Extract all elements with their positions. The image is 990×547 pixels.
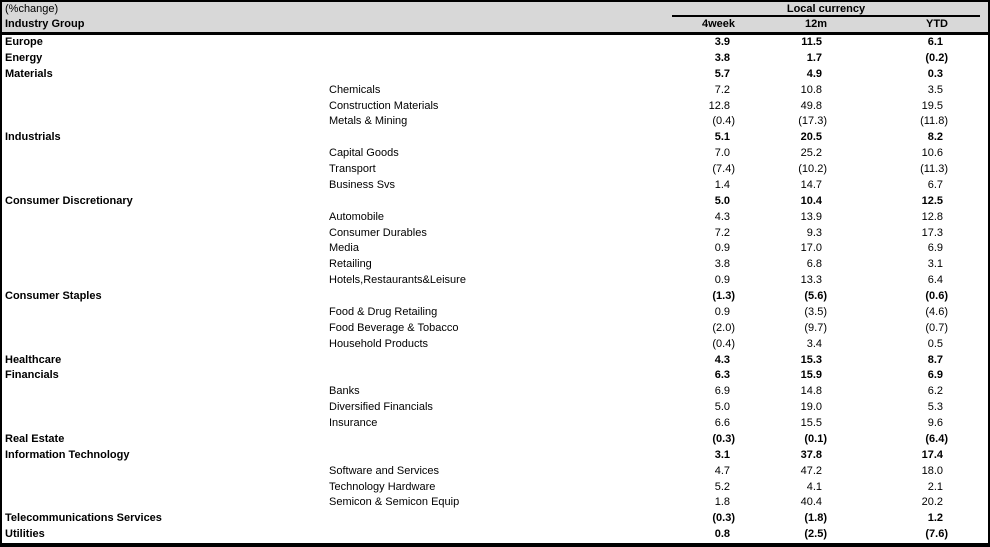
row-right-margin (948, 480, 988, 496)
value-4week: 5.7 (714, 67, 730, 80)
value-12m: 3.4 (806, 337, 822, 350)
table-row (2, 448, 988, 464)
value-12m: 40.4 (800, 496, 822, 509)
row-right-margin (948, 416, 988, 432)
local-currency-group-header: Local currency (672, 2, 980, 17)
value-12m: 1.7 (806, 51, 822, 64)
value-12m: (17.3) (798, 115, 827, 128)
value-4week: 4.3 (714, 210, 730, 223)
value-12m: 37.8 (800, 448, 822, 461)
row-right-margin (948, 464, 988, 480)
value-ytd: 6.7 (927, 178, 943, 191)
row-label: Consumer Staples (5, 290, 102, 302)
row-right-margin (948, 35, 988, 51)
value-4week: (0.4) (712, 337, 735, 350)
value-ytd: 6.9 (927, 369, 943, 382)
table-row (2, 210, 988, 226)
value-4week: 7.0 (714, 147, 730, 160)
value-12m: 14.7 (800, 178, 822, 191)
row-right-margin (948, 178, 988, 194)
value-12m: (2.5) (804, 528, 827, 541)
row-label: Information Technology (5, 448, 130, 461)
table-row (2, 146, 988, 162)
value-4week: 4.3 (714, 353, 730, 366)
value-4week: 4.7 (714, 464, 730, 477)
header-right-margin (948, 17, 988, 32)
value-ytd: 10.6 (921, 147, 943, 160)
value-4week: 0.9 (714, 274, 730, 287)
row-label: Business Svs (329, 178, 396, 191)
row-label: Transport (329, 163, 376, 175)
value-ytd: 17.3 (921, 226, 943, 239)
value-ytd: 3.1 (927, 258, 943, 271)
value-ytd: 3.5 (927, 83, 943, 96)
row-right-margin (948, 321, 988, 337)
value-4week: 0.9 (714, 242, 730, 255)
header-row-columns (2, 17, 988, 32)
row-label: Europe (5, 36, 43, 48)
row-label: Automobile (329, 210, 385, 223)
table-row (2, 289, 988, 305)
row-label: Construction Materials (329, 99, 439, 112)
table-row (2, 114, 988, 130)
table-row (2, 495, 988, 511)
header-row-top (2, 2, 988, 17)
table-row (2, 130, 988, 146)
row-right-margin (948, 305, 988, 321)
table-row (2, 226, 988, 242)
value-12m: 47.2 (800, 464, 822, 477)
row-label: Telecommunications Services (5, 512, 162, 525)
value-ytd: 9.6 (927, 417, 943, 429)
table-row (2, 83, 988, 99)
row-label: Financials (5, 369, 59, 382)
row-label: Insurance (329, 417, 378, 429)
value-4week: (7.4) (712, 163, 735, 175)
value-4week: 3.1 (714, 448, 730, 461)
row-label: Semicon & Semicon Equip (329, 496, 460, 509)
value-4week: 3.8 (714, 258, 730, 271)
row-label: Utilities (5, 528, 45, 541)
value-4week: 6.3 (714, 369, 730, 382)
row-right-margin (948, 162, 988, 178)
value-12m: 20.5 (800, 131, 822, 144)
row-right-margin (948, 368, 988, 384)
value-ytd: 17.4 (921, 448, 943, 461)
value-4week: (1.3) (712, 290, 735, 302)
value-ytd: 8.7 (927, 353, 943, 366)
value-4week: 5.1 (714, 131, 730, 144)
value-12m: 15.5 (800, 417, 822, 429)
value-ytd: (0.7) (925, 321, 948, 334)
table-header (2, 2, 988, 35)
row-label: Diversified Financials (329, 401, 433, 414)
value-12m: (1.8) (804, 512, 827, 525)
table-row (2, 353, 988, 369)
row-right-margin (948, 67, 988, 83)
row-right-margin (948, 527, 988, 543)
table-row (2, 99, 988, 115)
row-label: Materials (5, 67, 53, 80)
table-row (2, 511, 988, 527)
table-row (2, 321, 988, 337)
table-row (2, 305, 988, 321)
value-12m: 14.8 (800, 385, 822, 398)
value-ytd: 6.1 (927, 36, 943, 48)
value-12m: (9.7) (804, 321, 827, 334)
table-row (2, 51, 988, 67)
column-header-ytd: YTD (926, 18, 948, 30)
table-row (2, 337, 988, 353)
row-right-margin (948, 511, 988, 527)
row-right-margin (948, 273, 988, 289)
value-12m: (5.6) (804, 290, 827, 302)
value-ytd: 20.2 (921, 496, 943, 509)
table-row (2, 241, 988, 257)
table-row (2, 273, 988, 289)
row-right-margin (948, 51, 988, 67)
row-right-margin (948, 226, 988, 242)
table-row (2, 432, 988, 448)
value-4week: 12.8 (708, 99, 730, 112)
table-row (2, 67, 988, 83)
value-ytd: 6.4 (927, 274, 943, 287)
value-ytd: (11.3) (920, 163, 948, 175)
column-header-4week: 4week (701, 18, 735, 30)
value-12m: 10.8 (800, 83, 822, 96)
row-right-margin (948, 114, 988, 130)
row-label: Industrials (5, 131, 61, 144)
value-ytd: (11.8) (920, 115, 948, 128)
value-4week: (2.0) (712, 321, 735, 334)
value-12m: 13.9 (800, 210, 822, 223)
value-4week: 3.8 (714, 51, 730, 64)
value-ytd: 1.2 (927, 512, 943, 525)
row-right-margin (948, 99, 988, 115)
value-12m: 9.3 (806, 226, 822, 239)
value-4week: 7.2 (714, 226, 730, 239)
row-right-margin (948, 241, 988, 257)
row-label: Food Beverage & Tobacco (329, 321, 459, 334)
row-label: Healthcare (5, 353, 62, 366)
value-ytd: 12.8 (921, 210, 943, 223)
row-label: Technology Hardware (329, 480, 436, 493)
row-right-margin (948, 130, 988, 146)
value-12m: 19.0 (800, 401, 822, 414)
value-4week: 1.8 (714, 496, 730, 509)
row-right-margin (948, 146, 988, 162)
row-right-margin (948, 495, 988, 511)
value-4week: 0.9 (714, 305, 730, 318)
row-label: Household Products (329, 337, 429, 350)
value-ytd: 5.3 (927, 401, 943, 414)
value-12m: (10.2) (798, 163, 827, 175)
row-right-margin (948, 448, 988, 464)
column-header-12m: 12m (804, 18, 827, 30)
value-4week: (0.3) (712, 512, 735, 525)
value-ytd: (0.6) (925, 290, 948, 302)
table-row (2, 35, 988, 51)
row-label: Food & Drug Retailing (329, 305, 438, 318)
value-4week: 5.2 (714, 480, 730, 493)
row-right-margin (948, 194, 988, 210)
row-label: Banks (329, 385, 360, 398)
value-ytd: 2.1 (927, 480, 943, 493)
value-12m: 17.0 (800, 242, 822, 255)
value-4week: 0.8 (714, 528, 730, 541)
value-ytd: (7.6) (925, 528, 948, 541)
value-12m: 6.8 (806, 258, 822, 271)
table-row (2, 464, 988, 480)
row-label: Chemicals (329, 83, 381, 96)
table-row (2, 162, 988, 178)
row-right-margin (948, 353, 988, 369)
value-12m: 13.3 (800, 274, 822, 287)
row-label: Consumer Discretionary (5, 194, 133, 207)
value-4week: 6.9 (714, 385, 730, 398)
value-4week: (0.4) (712, 115, 735, 128)
row-right-margin (948, 432, 988, 448)
table-row (2, 194, 988, 210)
table-body (2, 35, 988, 543)
value-12m: 4.1 (806, 480, 822, 493)
table-row (2, 400, 988, 416)
value-4week: 1.4 (714, 178, 730, 191)
value-ytd: (4.6) (925, 305, 948, 318)
value-12m: 49.8 (800, 99, 822, 112)
value-12m: (3.5) (804, 305, 827, 318)
table-row (2, 368, 988, 384)
row-right-margin (948, 257, 988, 273)
value-4week: 7.2 (714, 83, 730, 96)
value-ytd: 18.0 (921, 464, 943, 477)
value-12m: 15.3 (800, 353, 822, 366)
table-row (2, 257, 988, 273)
row-label: Consumer Durables (329, 226, 427, 239)
row-label: Real Estate (5, 432, 65, 445)
row-right-margin (948, 337, 988, 353)
value-12m: 10.4 (800, 194, 822, 207)
row-right-margin (948, 400, 988, 416)
value-ytd: (6.4) (925, 432, 948, 445)
value-ytd: (0.2) (925, 51, 948, 64)
row-label: Software and Services (329, 464, 440, 477)
row-right-margin (948, 384, 988, 400)
value-12m: 11.5 (801, 36, 822, 48)
value-12m: (0.1) (804, 432, 827, 445)
row-label: Metals & Mining (329, 115, 408, 128)
value-12m: 25.2 (800, 147, 822, 160)
row-label: Hotels,Restaurants&Leisure (329, 274, 466, 287)
value-ytd: 8.2 (927, 131, 943, 144)
table-row (2, 384, 988, 400)
value-ytd: 6.9 (927, 242, 943, 255)
value-12m: 15.9 (800, 369, 822, 382)
value-4week: 3.9 (714, 36, 730, 48)
value-4week: (0.3) (712, 432, 735, 445)
value-4week: 5.0 (714, 401, 730, 414)
table-row (2, 527, 988, 543)
row-label: Capital Goods (329, 147, 399, 160)
value-ytd: 19.5 (921, 99, 943, 112)
value-ytd: 0.3 (927, 67, 943, 80)
percent-change-label: (%change) (5, 3, 59, 15)
value-ytd: 0.5 (927, 337, 943, 350)
industry-group-column-header: Industry Group (5, 18, 85, 30)
value-4week: 6.6 (714, 417, 730, 429)
table-row (2, 178, 988, 194)
row-right-margin (948, 289, 988, 305)
row-label: Media (329, 242, 359, 255)
value-ytd: 6.2 (927, 385, 943, 398)
row-right-margin (948, 83, 988, 99)
row-right-margin (948, 210, 988, 226)
header-spacer (980, 2, 988, 17)
table-row (2, 480, 988, 496)
value-ytd: 12.5 (921, 194, 943, 207)
row-label: Retailing (329, 258, 372, 271)
table-row (2, 416, 988, 432)
value-12m: 4.9 (806, 67, 822, 80)
value-4week: 5.0 (714, 194, 730, 207)
row-label: Energy (5, 51, 43, 64)
